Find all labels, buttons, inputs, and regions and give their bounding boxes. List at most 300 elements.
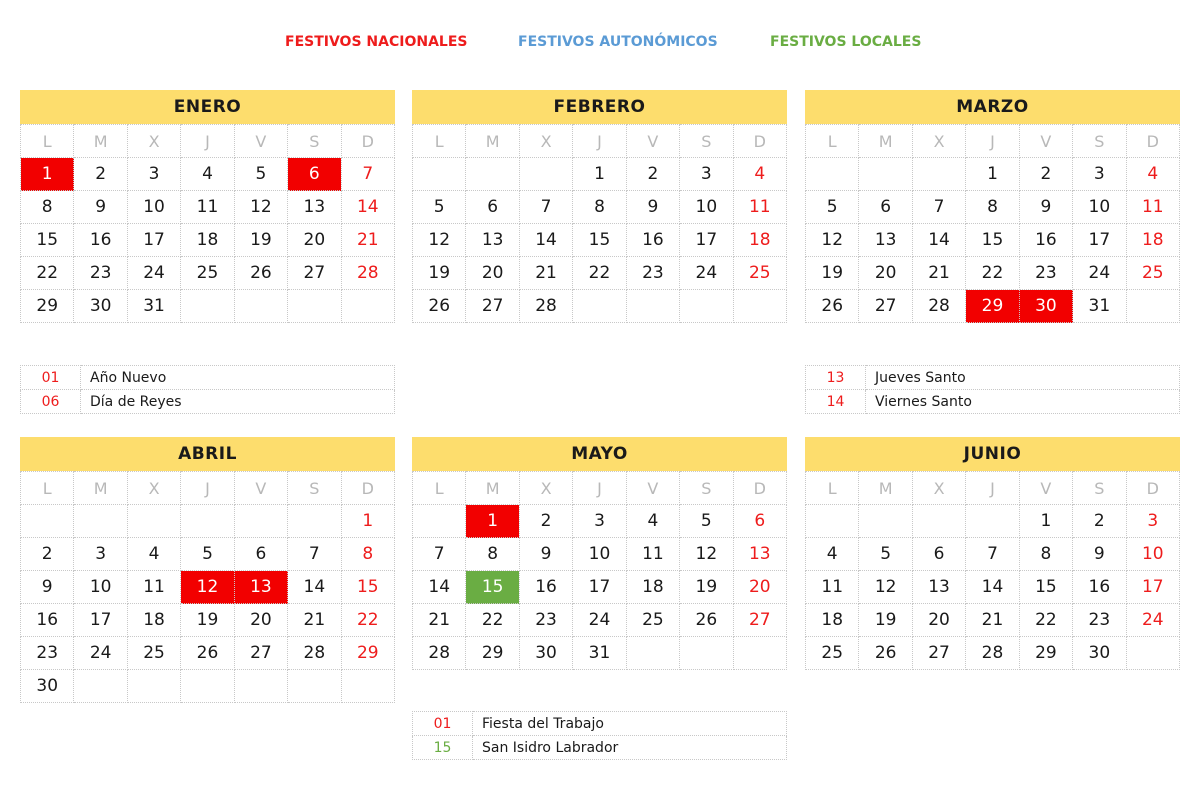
day-cell: 5 — [806, 191, 859, 224]
month-grid — [412, 471, 787, 670]
empty-cell — [234, 670, 287, 703]
day-cell: 24 — [573, 604, 626, 637]
day-cell: 19 — [806, 257, 859, 290]
day-cell: 13 — [466, 224, 519, 257]
weekday-label: S — [288, 125, 341, 158]
day-cell: 9 — [21, 571, 74, 604]
day-cell: 26 — [859, 637, 912, 670]
day-cell: 17 — [573, 571, 626, 604]
day-cell: 31 — [1073, 290, 1126, 323]
day-cell: 10 — [1073, 191, 1126, 224]
day-cell: 14 — [341, 191, 394, 224]
legend-local: FESTIVOS LOCALES — [770, 34, 922, 50]
day-cell: 5 — [234, 158, 287, 191]
empty-cell — [859, 158, 912, 191]
day-cell: 22 — [466, 604, 519, 637]
day-cell: 11 — [1126, 191, 1179, 224]
day-cell: 31 — [127, 290, 180, 323]
weekday-label: L — [806, 125, 859, 158]
weekday-row — [806, 472, 1180, 505]
day-cell: 28 — [413, 637, 466, 670]
day-cell: 8 — [341, 538, 394, 571]
week-row — [413, 224, 787, 257]
day-cell: 14 — [519, 224, 572, 257]
week-row — [806, 224, 1180, 257]
day-cell: 27 — [234, 637, 287, 670]
day-cell: 21 — [341, 224, 394, 257]
day-cell: 13 — [234, 571, 287, 604]
day-cell: 17 — [1126, 571, 1179, 604]
weekday-label: V — [626, 125, 679, 158]
week-row — [806, 257, 1180, 290]
week-row — [413, 571, 787, 604]
weekday-row — [413, 472, 787, 505]
weekday-label: S — [680, 472, 733, 505]
day-cell: 7 — [413, 538, 466, 571]
week-row — [21, 158, 395, 191]
day-cell: 12 — [806, 224, 859, 257]
day-cell: 11 — [733, 191, 786, 224]
empty-cell — [74, 505, 127, 538]
day-cell: 5 — [859, 538, 912, 571]
holiday-note-name: Jueves Santo — [866, 366, 1180, 390]
day-cell: 25 — [181, 257, 234, 290]
empty-cell — [680, 290, 733, 323]
day-cell: 3 — [1126, 505, 1179, 538]
holiday-note-day: 14 — [806, 390, 866, 414]
day-cell: 11 — [127, 571, 180, 604]
day-cell: 29 — [21, 290, 74, 323]
week-row — [21, 604, 395, 637]
empty-cell — [626, 290, 679, 323]
week-row — [21, 257, 395, 290]
weekday-label: L — [413, 125, 466, 158]
day-cell: 25 — [806, 637, 859, 670]
day-cell: 3 — [680, 158, 733, 191]
weekday-label: D — [341, 472, 394, 505]
day-cell: 30 — [519, 637, 572, 670]
day-cell: 1 — [966, 158, 1019, 191]
day-cell: 15 — [466, 571, 519, 604]
weekday-label: J — [573, 472, 626, 505]
empty-cell — [288, 290, 341, 323]
week-row — [413, 290, 787, 323]
weekday-label: J — [966, 472, 1019, 505]
weekday-label: L — [21, 472, 74, 505]
week-row — [413, 191, 787, 224]
day-cell: 6 — [234, 538, 287, 571]
weekday-label: M — [74, 125, 127, 158]
month-marzo — [805, 90, 1180, 323]
day-cell: 5 — [181, 538, 234, 571]
day-cell: 11 — [181, 191, 234, 224]
weekday-label: S — [680, 125, 733, 158]
day-cell: 14 — [966, 571, 1019, 604]
holiday-note-day: 01 — [21, 366, 81, 390]
day-cell: 13 — [859, 224, 912, 257]
day-cell: 29 — [341, 637, 394, 670]
day-cell: 21 — [413, 604, 466, 637]
holiday-note-row — [806, 390, 1180, 414]
week-row — [806, 571, 1180, 604]
day-cell: 28 — [966, 637, 1019, 670]
day-cell: 28 — [519, 290, 572, 323]
day-cell: 19 — [413, 257, 466, 290]
day-cell: 16 — [1019, 224, 1072, 257]
weekday-label: V — [1019, 125, 1072, 158]
weekday-label: M — [74, 472, 127, 505]
holiday-notes-marzo — [805, 365, 1180, 414]
week-row — [413, 158, 787, 191]
day-cell: 29 — [1019, 637, 1072, 670]
weekday-row — [21, 125, 395, 158]
weekday-label: J — [181, 125, 234, 158]
empty-cell — [519, 158, 572, 191]
day-cell: 15 — [966, 224, 1019, 257]
month-title: ABRIL — [20, 437, 395, 471]
day-cell: 1 — [466, 505, 519, 538]
day-cell: 12 — [859, 571, 912, 604]
day-cell: 10 — [74, 571, 127, 604]
weekday-label: S — [1073, 472, 1126, 505]
holiday-note-name: Día de Reyes — [81, 390, 395, 414]
empty-cell — [626, 637, 679, 670]
weekday-label: D — [1126, 125, 1179, 158]
day-cell: 14 — [413, 571, 466, 604]
day-cell: 1 — [21, 158, 74, 191]
day-cell: 21 — [912, 257, 965, 290]
day-cell: 23 — [519, 604, 572, 637]
weekday-label: J — [966, 125, 1019, 158]
week-row — [21, 224, 395, 257]
empty-cell — [806, 505, 859, 538]
day-cell: 26 — [234, 257, 287, 290]
empty-cell — [181, 505, 234, 538]
empty-cell — [1126, 290, 1179, 323]
day-cell: 26 — [413, 290, 466, 323]
day-cell: 6 — [859, 191, 912, 224]
holiday-note-day: 01 — [413, 712, 473, 736]
legend-regional: FESTIVOS AUTONÓMICOS — [518, 34, 718, 50]
day-cell: 6 — [288, 158, 341, 191]
day-cell: 24 — [74, 637, 127, 670]
day-cell: 4 — [1126, 158, 1179, 191]
weekday-label: J — [573, 125, 626, 158]
weekday-label: V — [626, 472, 679, 505]
empty-cell — [341, 290, 394, 323]
day-cell: 28 — [288, 637, 341, 670]
day-cell: 15 — [341, 571, 394, 604]
day-cell: 22 — [1019, 604, 1072, 637]
empty-cell — [806, 158, 859, 191]
month-junio — [805, 437, 1180, 670]
legend-national: FESTIVOS NACIONALES — [285, 34, 468, 50]
day-cell: 2 — [74, 158, 127, 191]
month-title: ENERO — [20, 90, 395, 124]
day-cell: 20 — [234, 604, 287, 637]
weekday-label: D — [733, 125, 786, 158]
day-cell: 26 — [181, 637, 234, 670]
day-cell: 12 — [680, 538, 733, 571]
day-cell: 1 — [573, 158, 626, 191]
day-cell: 30 — [1073, 637, 1126, 670]
empty-cell — [733, 637, 786, 670]
day-cell: 17 — [127, 224, 180, 257]
day-cell: 17 — [74, 604, 127, 637]
month-grid — [412, 124, 787, 323]
day-cell: 14 — [288, 571, 341, 604]
day-cell: 22 — [573, 257, 626, 290]
weekday-row — [806, 125, 1180, 158]
weekday-row — [413, 125, 787, 158]
day-cell: 20 — [733, 571, 786, 604]
week-row — [21, 637, 395, 670]
day-cell: 22 — [966, 257, 1019, 290]
month-grid — [805, 124, 1180, 323]
holiday-note-row — [413, 736, 787, 760]
day-cell: 5 — [413, 191, 466, 224]
weekday-label: X — [127, 472, 180, 505]
weekday-label: M — [859, 125, 912, 158]
holiday-note-day: 06 — [21, 390, 81, 414]
empty-cell — [181, 670, 234, 703]
day-cell: 11 — [626, 538, 679, 571]
day-cell: 7 — [519, 191, 572, 224]
month-mayo — [412, 437, 787, 670]
day-cell: 3 — [127, 158, 180, 191]
empty-cell — [21, 505, 74, 538]
empty-cell — [74, 670, 127, 703]
day-cell: 13 — [912, 571, 965, 604]
day-cell: 3 — [74, 538, 127, 571]
holiday-note-name: San Isidro Labrador — [473, 736, 787, 760]
day-cell: 27 — [859, 290, 912, 323]
day-cell: 22 — [21, 257, 74, 290]
day-cell: 4 — [733, 158, 786, 191]
week-row — [413, 604, 787, 637]
day-cell: 25 — [127, 637, 180, 670]
day-cell: 2 — [1019, 158, 1072, 191]
weekday-label: V — [234, 125, 287, 158]
day-cell: 23 — [21, 637, 74, 670]
month-title: MARZO — [805, 90, 1180, 124]
day-cell: 18 — [733, 224, 786, 257]
empty-cell — [341, 670, 394, 703]
day-cell: 21 — [966, 604, 1019, 637]
holiday-notes-mayo — [412, 711, 787, 760]
day-cell: 4 — [626, 505, 679, 538]
day-cell: 12 — [181, 571, 234, 604]
day-cell: 19 — [181, 604, 234, 637]
day-cell: 28 — [341, 257, 394, 290]
weekday-label: L — [413, 472, 466, 505]
week-row — [806, 191, 1180, 224]
week-row — [806, 505, 1180, 538]
day-cell: 18 — [181, 224, 234, 257]
day-cell: 9 — [1019, 191, 1072, 224]
empty-cell — [573, 290, 626, 323]
day-cell: 9 — [519, 538, 572, 571]
day-cell: 14 — [912, 224, 965, 257]
day-cell: 25 — [1126, 257, 1179, 290]
weekday-label: X — [127, 125, 180, 158]
empty-cell — [288, 670, 341, 703]
day-cell: 12 — [413, 224, 466, 257]
day-cell: 16 — [74, 224, 127, 257]
empty-cell — [1126, 637, 1179, 670]
week-row — [21, 670, 395, 703]
day-cell: 23 — [1019, 257, 1072, 290]
month-title: FEBRERO — [412, 90, 787, 124]
week-row — [21, 290, 395, 323]
day-cell: 18 — [1126, 224, 1179, 257]
day-cell: 4 — [181, 158, 234, 191]
weekday-label: V — [234, 472, 287, 505]
empty-cell — [680, 637, 733, 670]
empty-cell — [912, 158, 965, 191]
week-row — [806, 604, 1180, 637]
day-cell: 21 — [519, 257, 572, 290]
week-row — [21, 191, 395, 224]
day-cell: 2 — [626, 158, 679, 191]
day-cell: 13 — [288, 191, 341, 224]
day-cell: 8 — [21, 191, 74, 224]
empty-cell — [181, 290, 234, 323]
week-row — [21, 505, 395, 538]
empty-cell — [733, 290, 786, 323]
empty-cell — [127, 670, 180, 703]
week-row — [413, 637, 787, 670]
day-cell: 25 — [626, 604, 679, 637]
month-title: MAYO — [412, 437, 787, 471]
day-cell: 22 — [341, 604, 394, 637]
day-cell: 20 — [859, 257, 912, 290]
day-cell: 24 — [680, 257, 733, 290]
weekday-label: D — [733, 472, 786, 505]
empty-cell — [966, 505, 1019, 538]
holiday-note-row — [21, 366, 395, 390]
day-cell: 28 — [912, 290, 965, 323]
day-cell: 15 — [1019, 571, 1072, 604]
day-cell: 27 — [733, 604, 786, 637]
weekday-label: D — [1126, 472, 1179, 505]
day-cell: 6 — [466, 191, 519, 224]
weekday-label: X — [519, 125, 572, 158]
holiday-note-name: Fiesta del Trabajo — [473, 712, 787, 736]
empty-cell — [127, 505, 180, 538]
day-cell: 30 — [1019, 290, 1072, 323]
day-cell: 20 — [288, 224, 341, 257]
day-cell: 8 — [966, 191, 1019, 224]
week-row — [21, 571, 395, 604]
day-cell: 26 — [680, 604, 733, 637]
week-row — [806, 158, 1180, 191]
weekday-label: S — [288, 472, 341, 505]
empty-cell — [288, 505, 341, 538]
day-cell: 1 — [1019, 505, 1072, 538]
day-cell: 16 — [21, 604, 74, 637]
weekday-label: L — [806, 472, 859, 505]
weekday-label: L — [21, 125, 74, 158]
day-cell: 15 — [21, 224, 74, 257]
week-row — [21, 538, 395, 571]
holiday-note-row — [806, 366, 1180, 390]
day-cell: 10 — [680, 191, 733, 224]
day-cell: 21 — [288, 604, 341, 637]
holiday-note-day: 13 — [806, 366, 866, 390]
day-cell: 4 — [806, 538, 859, 571]
day-cell: 27 — [466, 290, 519, 323]
holiday-note-row — [21, 390, 395, 414]
holiday-note-row — [413, 712, 787, 736]
empty-cell — [466, 158, 519, 191]
day-cell: 31 — [573, 637, 626, 670]
month-febrero — [412, 90, 787, 323]
day-cell: 9 — [74, 191, 127, 224]
holiday-notes-enero — [20, 365, 395, 414]
day-cell: 27 — [912, 637, 965, 670]
weekday-label: D — [341, 125, 394, 158]
day-cell: 11 — [806, 571, 859, 604]
day-cell: 19 — [859, 604, 912, 637]
day-cell: 8 — [573, 191, 626, 224]
day-cell: 27 — [288, 257, 341, 290]
holiday-note-name: Año Nuevo — [81, 366, 395, 390]
day-cell: 16 — [626, 224, 679, 257]
day-cell: 6 — [733, 505, 786, 538]
weekday-label: X — [912, 125, 965, 158]
week-row — [806, 538, 1180, 571]
day-cell: 19 — [234, 224, 287, 257]
day-cell: 1 — [341, 505, 394, 538]
day-cell: 7 — [912, 191, 965, 224]
month-grid — [805, 471, 1180, 670]
day-cell: 10 — [1126, 538, 1179, 571]
day-cell: 25 — [733, 257, 786, 290]
week-row — [806, 637, 1180, 670]
day-cell: 4 — [127, 538, 180, 571]
week-row — [413, 257, 787, 290]
day-cell: 20 — [912, 604, 965, 637]
holiday-note-name: Viernes Santo — [866, 390, 1180, 414]
weekday-label: M — [466, 125, 519, 158]
weekday-label: M — [466, 472, 519, 505]
day-cell: 15 — [573, 224, 626, 257]
empty-cell — [234, 505, 287, 538]
weekday-label: S — [1073, 125, 1126, 158]
day-cell: 30 — [21, 670, 74, 703]
weekday-label: X — [912, 472, 965, 505]
day-cell: 17 — [1073, 224, 1126, 257]
day-cell: 24 — [127, 257, 180, 290]
day-cell: 16 — [519, 571, 572, 604]
empty-cell — [413, 505, 466, 538]
day-cell: 8 — [466, 538, 519, 571]
day-cell: 7 — [288, 538, 341, 571]
empty-cell — [413, 158, 466, 191]
holiday-note-day: 15 — [413, 736, 473, 760]
day-cell: 7 — [341, 158, 394, 191]
day-cell: 3 — [573, 505, 626, 538]
day-cell: 29 — [966, 290, 1019, 323]
day-cell: 2 — [1073, 505, 1126, 538]
day-cell: 18 — [626, 571, 679, 604]
holiday-legend — [0, 34, 1200, 54]
week-row — [413, 505, 787, 538]
month-grid — [20, 124, 395, 323]
day-cell: 12 — [234, 191, 287, 224]
day-cell: 2 — [21, 538, 74, 571]
